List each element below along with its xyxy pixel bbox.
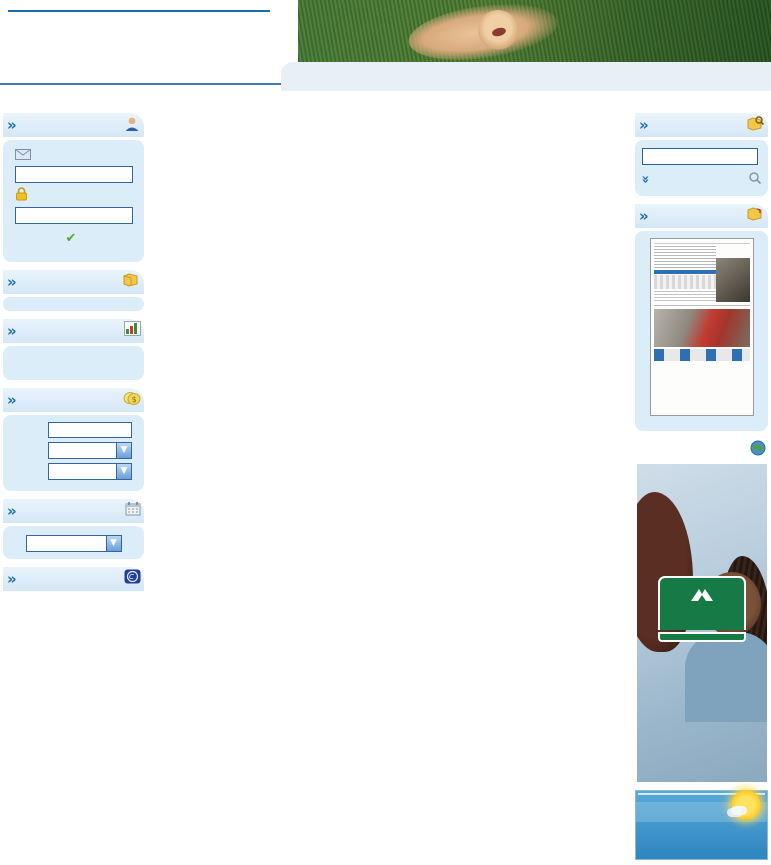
- check-icon: ✔: [65, 231, 77, 246]
- thumb-photo: [654, 309, 750, 347]
- envelope-icon: [15, 149, 31, 163]
- top-banner-ad[interactable]: [281, 0, 771, 62]
- qtd-row: [9, 422, 138, 438]
- chevron-icon: »: [7, 569, 17, 588]
- indicadores-section: [3, 319, 144, 380]
- email-field[interactable]: [15, 166, 133, 183]
- folder-icon: [123, 272, 141, 291]
- lock-icon: [15, 187, 28, 204]
- chevron-icon: »: [7, 390, 17, 409]
- right-sidebar: [635, 113, 768, 860]
- edicoes-ciee-header: [3, 567, 144, 591]
- edicoes-ant-box: [3, 526, 144, 559]
- para-row: [9, 463, 138, 480]
- busca-ir-button[interactable]: [746, 170, 762, 189]
- cloud-icon: [731, 806, 747, 815]
- unimed-logo: [658, 576, 746, 642]
- main-content: [152, 107, 630, 137]
- capa-header: [635, 204, 768, 228]
- search-folder-icon: [747, 115, 765, 135]
- busca-actions: [637, 170, 762, 189]
- capa-box: [635, 231, 768, 431]
- weather-widget[interactable]: [635, 790, 768, 860]
- thumb-body: [654, 246, 750, 361]
- login-box: [3, 140, 144, 262]
- top-nav: [281, 62, 771, 91]
- chevron-down-icon: ▼: [106, 536, 121, 551]
- edicoes-ant-header: [3, 499, 144, 523]
- indicadores-header: [3, 319, 144, 343]
- conversor-box: [3, 415, 144, 491]
- edicoes-ant-section: [3, 499, 144, 559]
- thumb-masthead: [654, 242, 750, 244]
- capa-section: [635, 204, 768, 431]
- banner-publicidade-label: [281, 0, 298, 62]
- chevron-icon: »: [639, 115, 649, 134]
- thumb-photo: [716, 258, 750, 302]
- chevron-icon: »: [7, 272, 17, 291]
- login-header: [3, 113, 144, 137]
- front-page-thumbnail[interactable]: [650, 238, 754, 416]
- chart-icon: [124, 321, 141, 340]
- thumb-headline-2: [654, 305, 750, 307]
- senha-field[interactable]: [15, 207, 133, 224]
- globe-icon: [750, 440, 766, 460]
- folder-icon: [747, 206, 765, 225]
- chevron-icon: »: [7, 115, 17, 134]
- senha-label: [15, 187, 138, 204]
- publicidade-strip: [635, 439, 768, 461]
- busca-header: [635, 113, 768, 137]
- conversor-header: [3, 388, 144, 412]
- editorias-list: [3, 297, 144, 311]
- edicao-date-select[interactable]: [26, 535, 122, 552]
- calendar-icon: [125, 501, 141, 520]
- para-select[interactable]: [48, 463, 132, 480]
- chevron-down-icon: ▼: [116, 443, 131, 458]
- left-sidebar: [3, 113, 144, 599]
- edicoes-ciee-section: [3, 567, 144, 591]
- ciee-icon: [124, 569, 141, 588]
- de-select[interactable]: [48, 442, 132, 459]
- busca-box: [635, 140, 768, 196]
- site-logo[interactable]: [8, 3, 278, 14]
- chevron-down-icon: ▼: [116, 464, 131, 479]
- banner-photo[interactable]: [298, 0, 771, 62]
- date-bar: [0, 83, 281, 105]
- logo-divider: [8, 10, 270, 12]
- editorias-section: [3, 270, 144, 311]
- entrar-button[interactable]: [9, 231, 138, 246]
- weather-bottom: [636, 802, 767, 822]
- chevron-icon: »: [639, 206, 649, 225]
- login-section: [3, 113, 144, 262]
- email-label: [15, 149, 138, 163]
- chevron-icon: »: [7, 501, 17, 520]
- unimed-bird-icon: [687, 586, 717, 602]
- chevron-down-icon: »: [637, 175, 653, 184]
- indicadores-box: [3, 346, 144, 380]
- unimed-slogan: [658, 632, 746, 642]
- svg-text:$: $: [131, 395, 137, 404]
- conversor-section: [3, 388, 144, 491]
- unimed-ad[interactable]: [637, 464, 767, 782]
- sun-icon: [731, 790, 761, 820]
- de-row: [9, 442, 138, 459]
- busca-section: [635, 113, 768, 196]
- money-icon: [123, 390, 141, 410]
- chevron-icon: »: [7, 321, 17, 340]
- search-icon: [748, 170, 762, 189]
- ad-person-2-clothes: [685, 632, 767, 722]
- search-input[interactable]: [642, 148, 758, 165]
- svg-text:C: C: [129, 573, 134, 581]
- thumb-text-lines: [654, 246, 716, 268]
- busca-avancada-link[interactable]: [637, 172, 653, 187]
- user-icon: [123, 115, 141, 137]
- editorias-header: [3, 270, 144, 294]
- thumb-footer: [654, 349, 750, 361]
- cambio-title: [9, 353, 138, 373]
- qtd-input[interactable]: [48, 422, 132, 438]
